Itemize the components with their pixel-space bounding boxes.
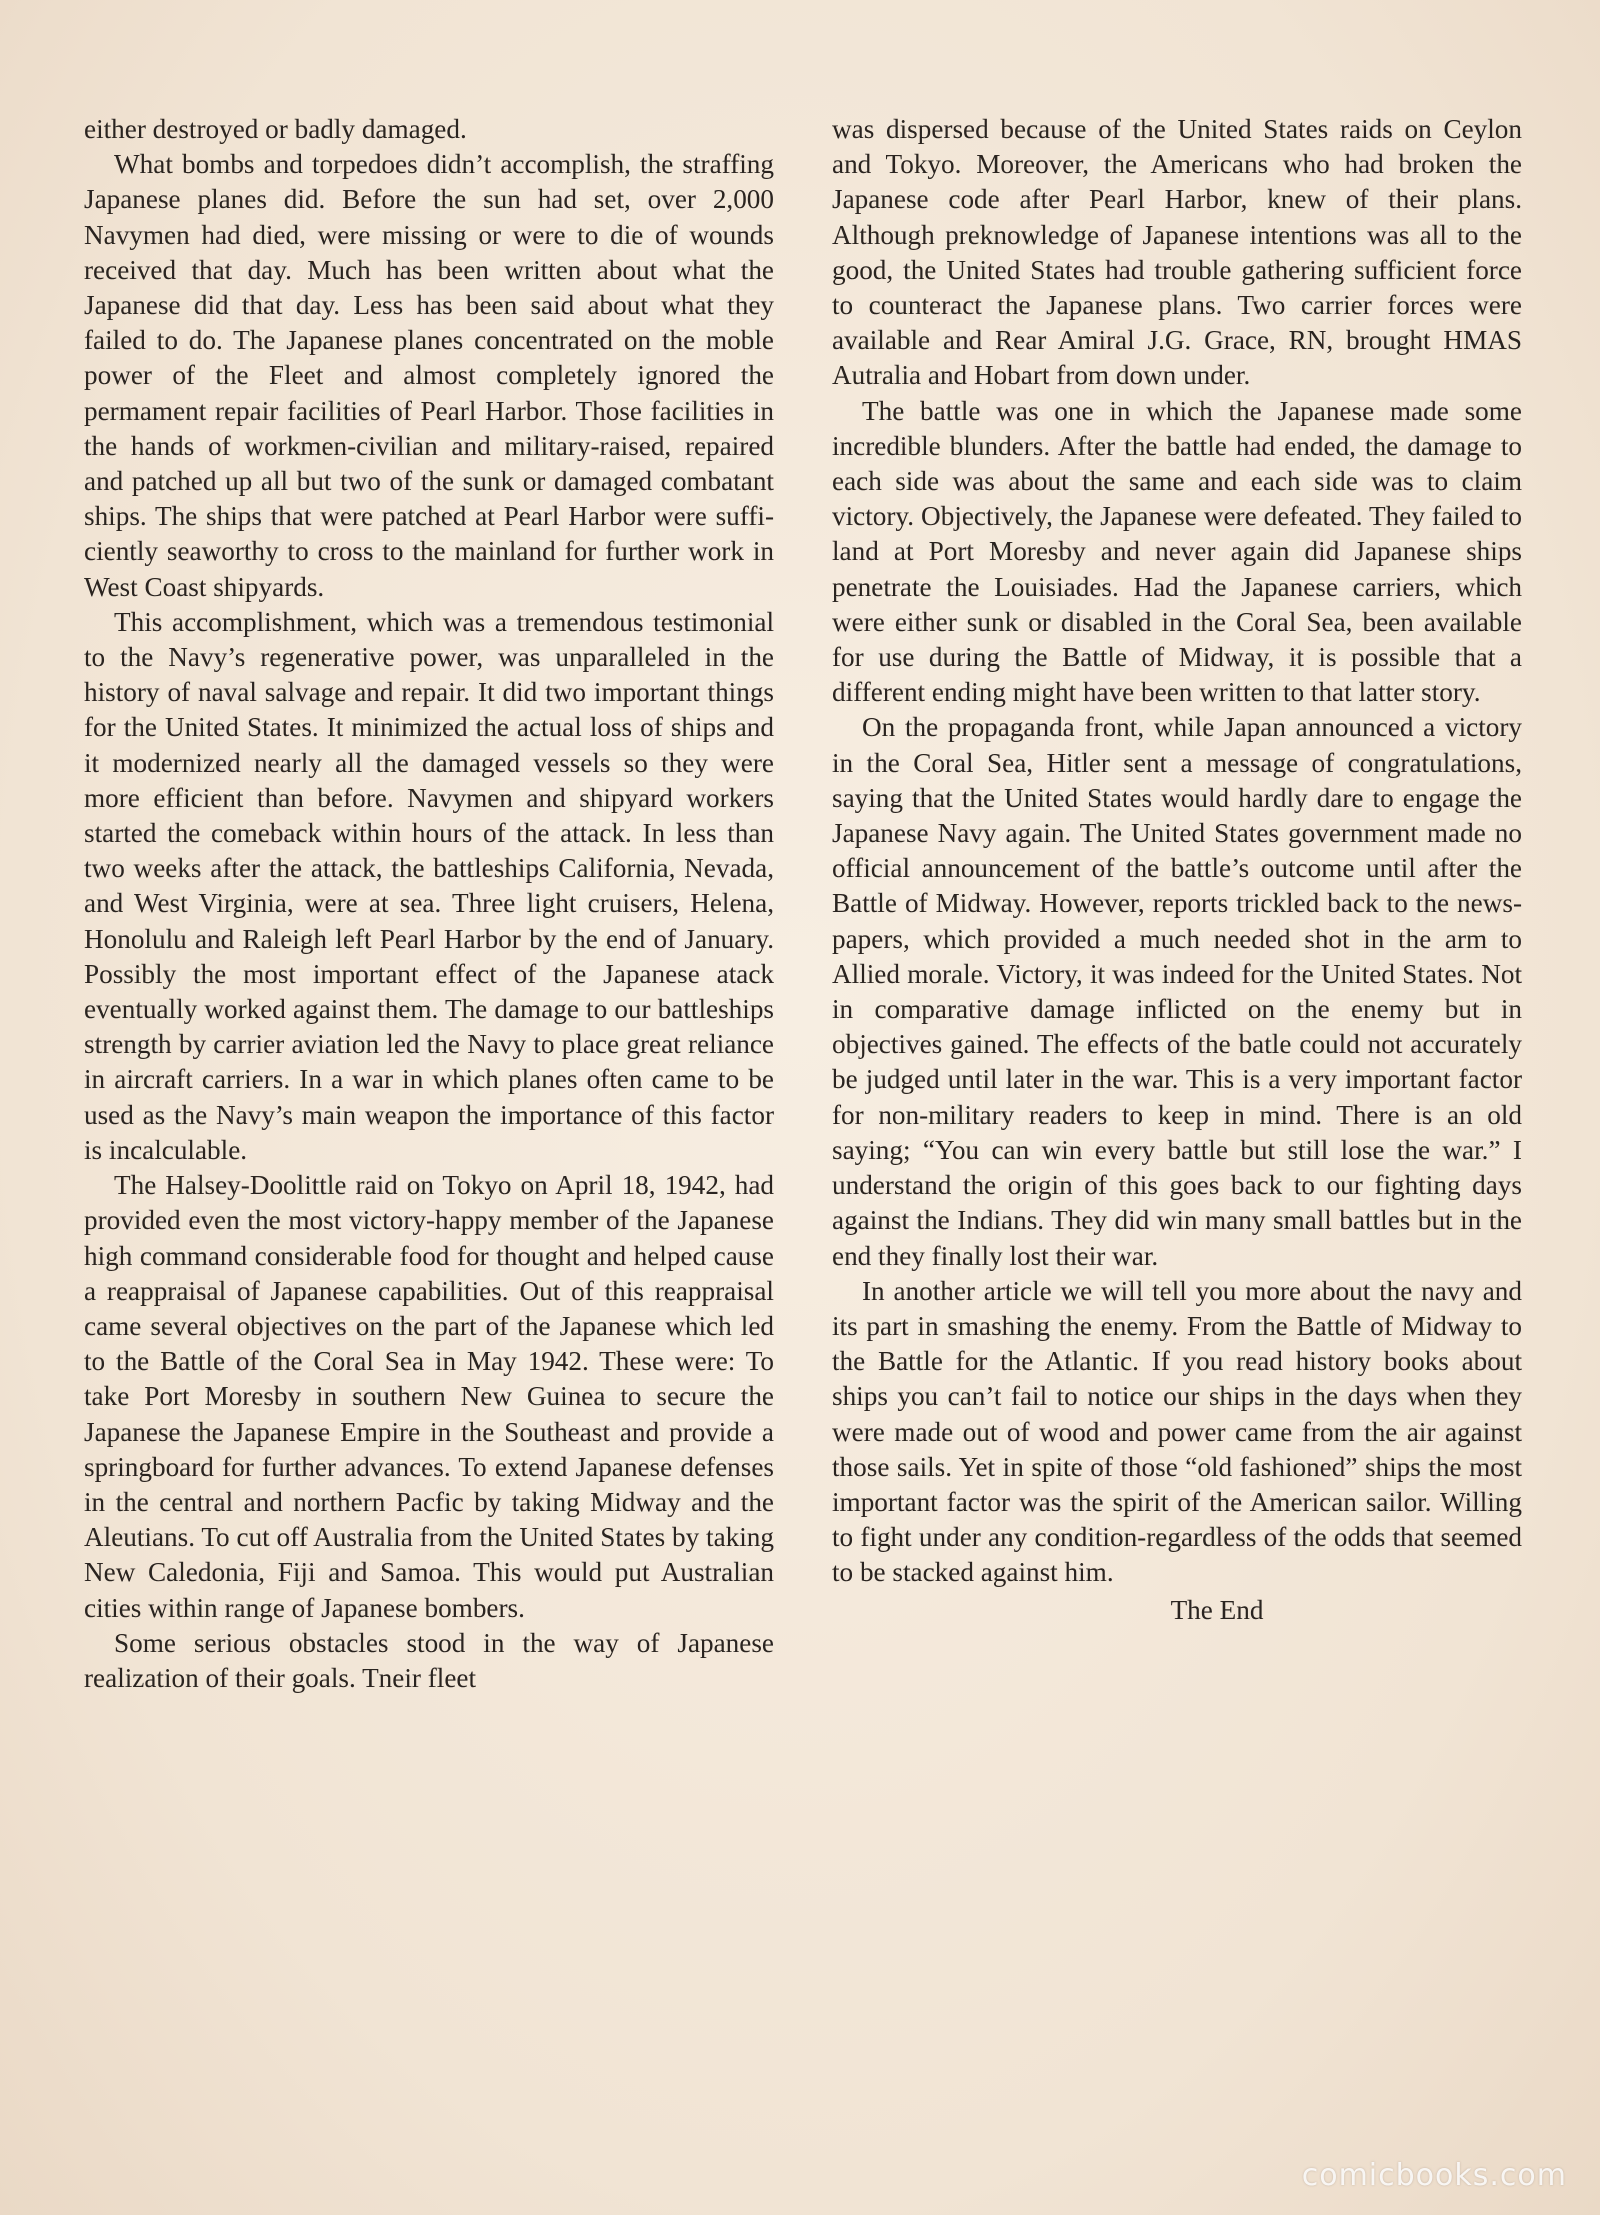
paragraph: The battle was one in which the Japanese made some incredible blunders. After the battle had ended, the damage to each side was about the same and each side was to claim victory. Objectively, the Japanese were defeated. They failed to land at Port Moresby and never again did Japanese ships penetrate the Louisiades. Had the Japanese carriers, which were either sunk or disabled in the Coral Sea, been available for use during the Battle of Midway, it is possible that a different ending might have been written to that latter story. [832,395,1522,708]
paragraph: This accomplishment, which was a tremendous testimonial to the Navy’s regenerative power, was unparalleled in the history of naval salvage and repair. It did two important things for the United States. It minimized the actual loss of ships and it modernized nearly all the damaged vessels so they were more efficient than before. Navymen and shipyard workers started the comeback within hours of the attack. In less than two weeks after the attack, the battleships California, Nevada, and West Virginia, were at sea. Three light cruisers, Helena, Honolulu and Raleigh left Pearl Harbor by the end of January. Possibly the most important effect of the Japanese atack eventually worked against them. The damage to our battleships strength by carrier aviation led the Navy to place great reliance in aircraft carriers. In a war in which planes often came to be used as the Navy’s main weapon the importance of this factor is incalculable. [84,606,774,1165]
paragraph: On the propaganda front, while Japan announced a victory in the Coral Sea, Hitler sent a message of congratulations, saying that the United States would hardly dare to engage the Japanese Navy again. The United States government made no official announcement of the battle’s outcome until after the Battle of Midway. However, reports trickled back to the newspapers, which provided a much needed shot in the arm to Allied morale. Victory, it was indeed for the United States. Not in comparative damage inflicted on the enemy but in objectives gained. The effects of the batle could not accurately be judged until later in the war. This is a very important factor for non-military readers to keep in mind. There is an old saying; “You can win every battle but still lose the war.” I understand the origin of this goes back to our fighting days against the Indians. They did win many small battles but in the end they finally lost their war. [832,712,1522,1271]
right-column [832,112,1522,1628]
left-column [84,112,774,1696]
paragraph: either destroyed or badly damaged. [84,114,467,144]
paragraph: Some serious obstacles stood in the way of Japanese realization of their goals. Tneir fleet [84,1627,774,1693]
paragraph: The Halsey-Doolittle raid on Tokyo on April 18, 1942, had provided even the most victory-happy member of the Japanese high command considerable food for thought and helped cause a reappraisal of Japanese capabilities. Out of this reappraisal came several objectives on the part of the Japanese which led to the Battle of the Coral Sea in May 1942. These were: To take Port Moresby in southern New Guinea to secure the Japanese the Japanese Empire in the Southeast and provide a springboard for further advances. To extend Japanese defenses in the central and northern Pacfic by taking Midway and the Aleutians. To cut off Australia from the United States by taking New Caledonia, Fiji and Samoa. This would put Australian cities within range of Japanese bombers. [84,1170,774,1623]
paragraph: was dispersed because of the United States raids on Ceylon and Tokyo. Moreover, the Americans who had broken the Japanese code after Pearl Harbor, knew of their plans. Although preknowledge of Japanese intentions was all to the good, the United States had trouble gathering sufficient force to counteract the Japanese plans. Two carrier forces were available and Rear Amiral J.G. Grace, RN, brought HMAS Autralia and Hobart from down under. [832,114,1522,391]
closing-the-end: The End [1170,1594,1264,1625]
watermark: comicbooks.com [1301,2158,1567,2193]
paragraph: What bombs and torpedoes didn’t accomplish, the straffing Japanese planes did. Before the sun had set, over 2,000 Navymen had died, were missing or were to die of wounds received that day. Much has been written about what the Japanese did that day. Less has been said about what they failed to do. The Japanese planes concentrated on the moble power of the Fleet and almost completely ignored the permament repair facilities of Pearl Harbor. Those facilities in the hands of workmen-civilian and military-raised, repaired and patched up all but two of the sunk or damaged combatant ships. The ships that were patched at Pearl Harbor were sufficiently seaworthy to cross to the mainland for further work in West Coast shipyards. [84,149,774,602]
paragraph: In another article we will tell you more about the navy and its part in smashing the enemy. From the Battle of Midway to the Battle for the Atlantic. If you read history books about ships you can’t fail to notice our ships in the days when they were made out of wood and power came from the air against those sails. Yet in spite of those “old fashioned” ships the most important factor was the spirit of the American sailor. Willing to fight under any condition-regardless of the odds that seemed to be stacked against him. [832,1275,1522,1588]
